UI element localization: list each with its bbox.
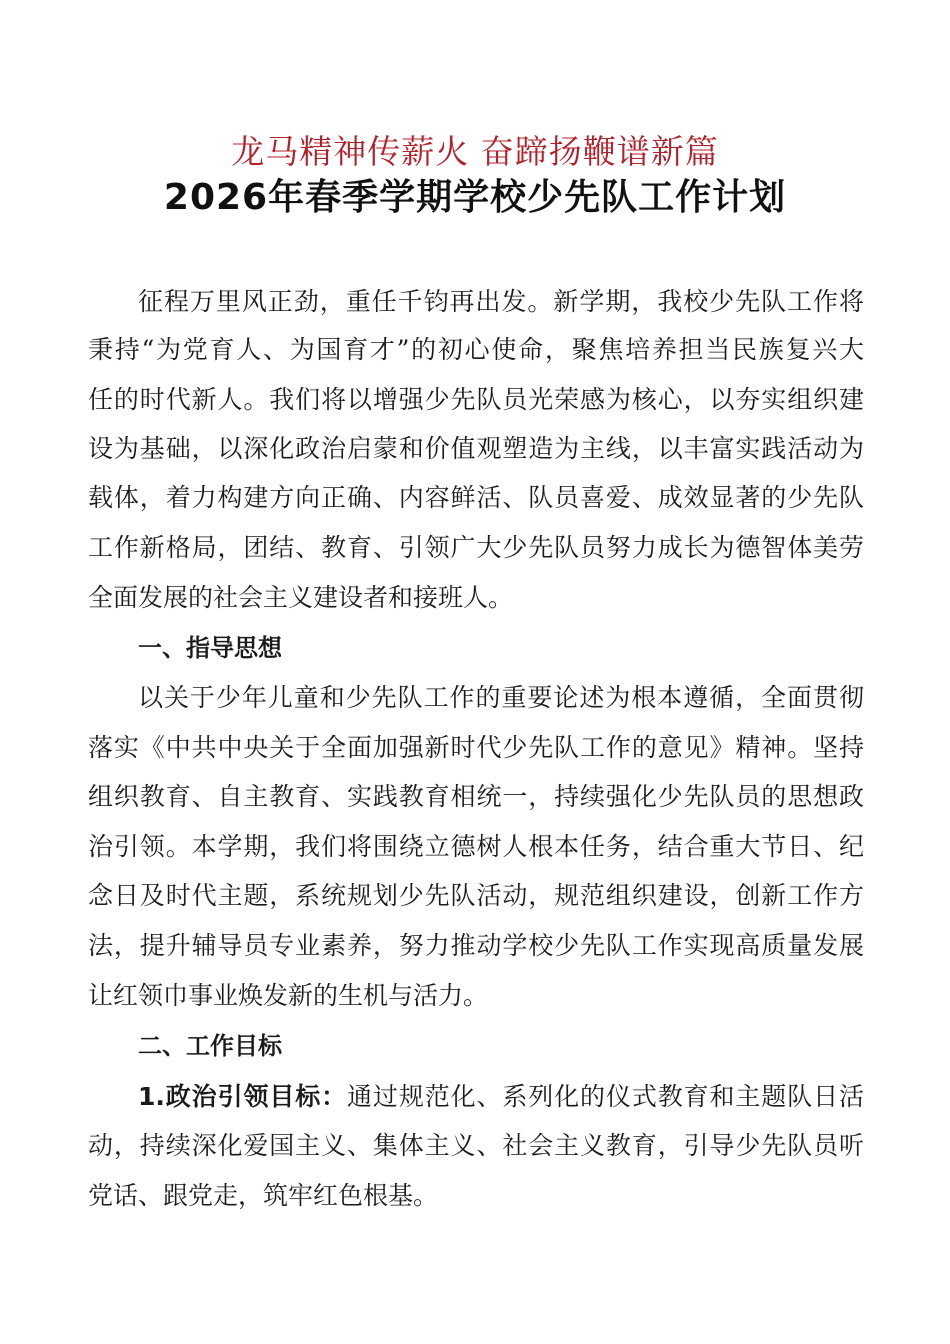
section1-line: 组织教育、自主教育、实践教育相统一，持续强化少先队员的思想政 <box>88 782 864 811</box>
section-heading-guiding-ideology: 一、指导思想 <box>138 634 282 662</box>
section1-line: 以关于少年儿童和少先队工作的重要论述为根本遵循，全面贯彻 <box>138 683 864 712</box>
section1-line: 治引领。本学期，我们将围绕立德树人根本任务，结合重大节日、纪 <box>88 832 864 861</box>
intro-line: 全面发展的社会主义建设者和接班人。 <box>88 583 514 612</box>
section1-line: 落实《中共中央关于全面加强新时代少先队工作的意见》精神。坚持 <box>88 733 864 762</box>
goal1-first-text: 通过规范化、系列化的仪式教育和主题队日活 <box>347 1082 864 1111</box>
intro-line: 任的时代新人。我们将以增强少先队员光荣感为核心，以夯实组织建 <box>88 385 864 414</box>
intro-line: 工作新格局，团结、教育、引领广大少先队员努力成长为德智体美劳 <box>88 533 864 562</box>
goal1-first-line <box>138 1077 864 1117</box>
intro-line: 秉持“为党育人、为国育才”的初心使命，聚焦培养担当民族复兴大 <box>88 335 864 364</box>
document-title: 2026年春季学期学校少先队工作计划 <box>163 177 787 218</box>
section1-line: 念日及时代主题，系统规划少先队活动，规范组织建设，创新工作方 <box>88 881 864 910</box>
goal1-line: 党话、跟党走，筑牢红色根基。 <box>88 1181 439 1210</box>
goal1-lead: 1.政治引领目标： <box>138 1082 348 1111</box>
intro-line: 设为基础，以深化政治启蒙和价值观塑造为主线，以丰富实践活动为 <box>88 434 864 463</box>
document-subtitle: 龙马精神传薪火 奋蹄扬鞭谱新篇 <box>231 132 719 171</box>
intro-line: 征程万里风正劲，重任千钧再出发。新学期，我校少先队工作将 <box>138 287 864 316</box>
goal1-line: 动，持续深化爱国主义、集体主义、社会主义教育，引导少先队员听 <box>88 1131 864 1160</box>
section-heading-work-goals: 二、工作目标 <box>138 1032 282 1060</box>
section1-line: 法，提升辅导员专业素养，努力推动学校少先队工作实现高质量发展 <box>88 931 864 960</box>
section1-line: 让红领巾事业焕发新的生机与活力。 <box>88 981 489 1010</box>
intro-line: 载体，着力构建方向正确、内容鲜活、队员喜爱、成效显著的少先队 <box>88 483 864 512</box>
